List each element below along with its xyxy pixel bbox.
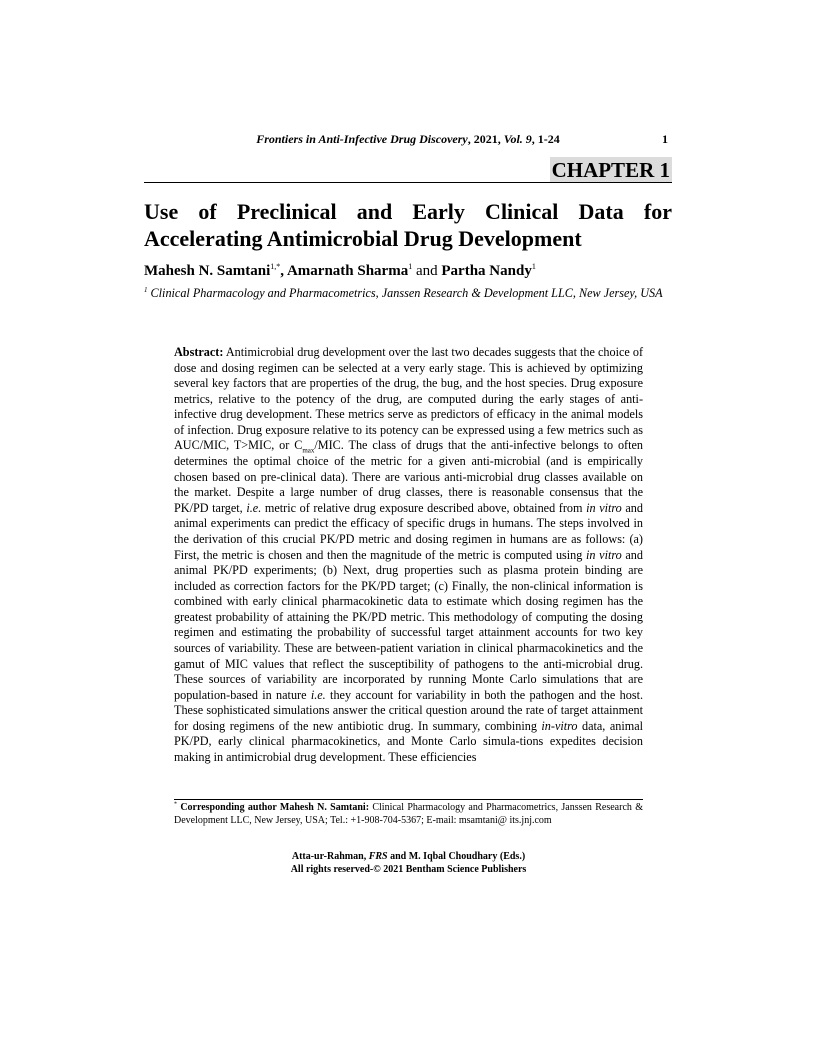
author-name: Partha Nandy [441,263,532,279]
volume-number: 9 [525,132,532,146]
page-range: 1-24 [537,132,560,146]
author-list: Mahesh N. Samtani$^{1,*}$, Amarnath Sharma$^1$ and Partha Nandy$^1$ [144,262,536,279]
author-affiliation-marker: 1 [531,262,536,271]
italic-in-vitro: in vitro [586,547,622,562]
page-number: 1 [662,132,668,146]
abstract-text: they account for variability in both the pathogen and the host. These sophisticated simulations answer the critical question around the rate of target attainment for dosing regimens of the new antibiotic drug. In summary, combining [174,687,643,733]
abstract-text: and animal experiments can predict the efficacy of specific drugs in humans. The steps involved in the derivation of this crucial PK/PD metric and dosing regimen in humans are as follows: (a) First, the metric is chosen and then the magnitude of the metric is computed using [174,500,643,562]
footnote-label: Corresponding author Mahesh N. Samtani: [180,802,370,813]
volume-label: Vol. [503,132,523,146]
abstract-label: Abstract: [174,345,224,359]
abstract [174,345,643,766]
editors-line [174,851,643,864]
italic-ie: i.e. [246,500,262,515]
affiliation-marker: 1 [144,285,148,294]
journal-title: Frontiers in Anti-Infective Drug Discovery [256,132,468,146]
chapter-label: CHAPTER 1 [551,158,670,182]
italic-in-vitro: in-vitro [541,718,578,733]
author-name: Amarnath Sharma [286,263,409,279]
publisher-credits [174,851,643,876]
affiliation [144,286,672,302]
chapter-title: Use of Preclinical and Early Clinical Data for Accelerating Antimicrobial Drug Development [144,199,672,251]
copyright-line: All rights reserved-© 2021 Bentham Science Publishers [290,863,527,875]
subscript-max: max [302,446,315,455]
footnote-marker: * [174,801,177,808]
footnote-text: Clinical Pharmacology and Pharmacometrics, Janssen Research & Development LLC, New Jersey, USA; Tel.: +1-908-704-5367; E-mail: msamtani@ its.jnj.com [174,802,643,826]
footnote [174,802,643,827]
editor-rest: and M. Iqbal Choudhary (Eds.) [390,851,526,862]
abstract-text: /MIC. The class of drugs that the anti-infective belongs to often determines the optimal choice of the metric for a given anti-microbial (and is empirically chosen based on pre-clinical data). There are various anti-microbial drug classes available on the market. Despite a large number of drug classes, there is reasonable consensus that the PK/PD target, [174,438,643,515]
affiliation-text: Clinical Pharmacology and Pharmacometrics, Janssen Research & Development LLC, New Jersey, USA [150,286,663,300]
author-conjunction: and [415,263,438,279]
author-affiliation-marker: 1 [408,262,413,271]
journal-year: 2021 [473,132,498,146]
editor-title: FRS [368,851,388,862]
footnote-rule [174,799,643,800]
author-name: Mahesh N. Samtani [144,263,271,279]
editor-name: Atta-ur-Rahman, [291,851,367,862]
author-affiliation-marker: 1,* [270,262,281,271]
abstract-text: data, animal PK/PD, early clinical pharmacokinetics, and Monte Carlo simula-tions expedites decision making in antimicrobial drug development. These efficiencies [174,718,643,765]
abstract-text: metric of relative drug exposure described above, obtained from [261,500,587,515]
abstract-text: and animal PK/PD experiments; (b) Next, drug properties such as plasma protein binding are included as correction factors for the PK/PD target; (c) Finally, the non-clinical information is combined with early clinical pharmacokinetic data to estimate which dosing regimen has the greatest probability of attaining the PK/PD metric. This methodology of computing the dosing regimen and estimating the probability of successful target attainment accounts for two key sources of variability. These are between-patient variation in clinical pharmacokinetics and the gamut of MIC values that reflect the susceptibility of pathogens to the anti-microbial drug. These sources of variability are incorporated by running Monte Carlo simulations that are population-based in nature [174,547,643,702]
running-header: Frontiers in Anti-Infective Drug Discovery, 2021, Vol. 9, 1-24 [256,132,560,146]
italic-ie: i.e. [310,687,326,702]
chapter-rule [144,182,672,183]
italic-in-vitro: in vitro [586,500,622,515]
abstract-text: Antimicrobial drug development over the last two decades suggests that the choice of dose and dosing regimen can be selected at a very early stage. This is achieved by optimizing several key factors that are properties of the drug, the bug, and the host species. Drug exposure metrics, relative to the potency of the drug, are computed during the early stages of anti-infective drug development. These metrics serve as predictors of efficacy in the animal models of infection. Drug exposure relative to its potency can be expressed using a few metrics such as AUC/MIC, T>MIC, or C [174,345,644,453]
